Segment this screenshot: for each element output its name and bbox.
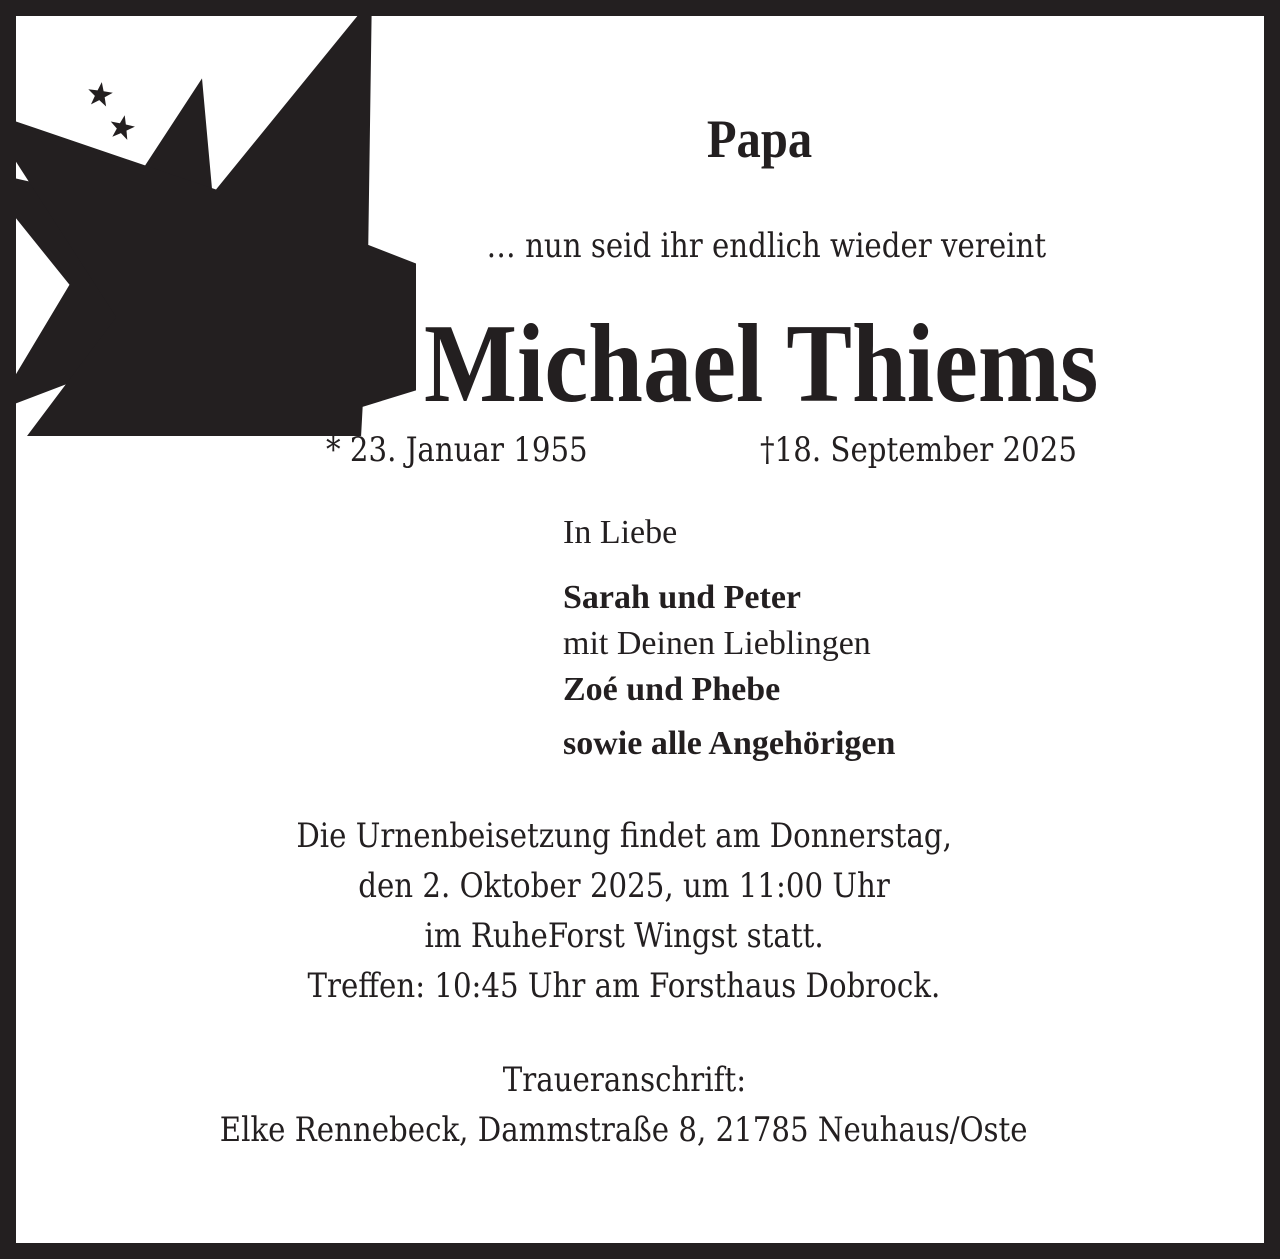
birth-date: * 23. Januar 1955: [326, 430, 588, 470]
outline-stars: [125, 250, 303, 365]
address-line: Elke Rennebeck, Dammstraße 8, 21785 Neuhaus/Oste: [220, 1110, 1028, 1150]
salutation: Papa: [707, 109, 813, 169]
death-date: †18. September 2025: [760, 430, 1077, 470]
ceremony-line: im RuheForst Wingst statt.: [424, 916, 824, 956]
motto: … nun seid ihr endlich wieder vereint: [486, 226, 1046, 266]
mourner-line: Zoé und Phebe: [563, 671, 781, 708]
ceremony-line: den 2. Oktober 2025, um 11:00 Uhr: [358, 866, 890, 906]
mourner-line: sowie alle Angehörigen: [563, 725, 896, 762]
address-label: Traueranschrift:: [502, 1060, 746, 1100]
ceremony-line: Die Urnenbeisetzung findet am Donnerstag,: [296, 816, 952, 856]
obituary-notice: [16, 16, 1264, 1243]
signoff-intro: In Liebe: [563, 514, 678, 551]
mourner-line: mit Deinen Lieblingen: [563, 625, 871, 662]
deceased-name: Michael Thiems: [423, 302, 1099, 426]
ceremony-line: Treffen: 10:45 Uhr am Forsthaus Dobrock.: [307, 966, 941, 1006]
mourner-line: Sarah und Peter: [563, 579, 801, 616]
